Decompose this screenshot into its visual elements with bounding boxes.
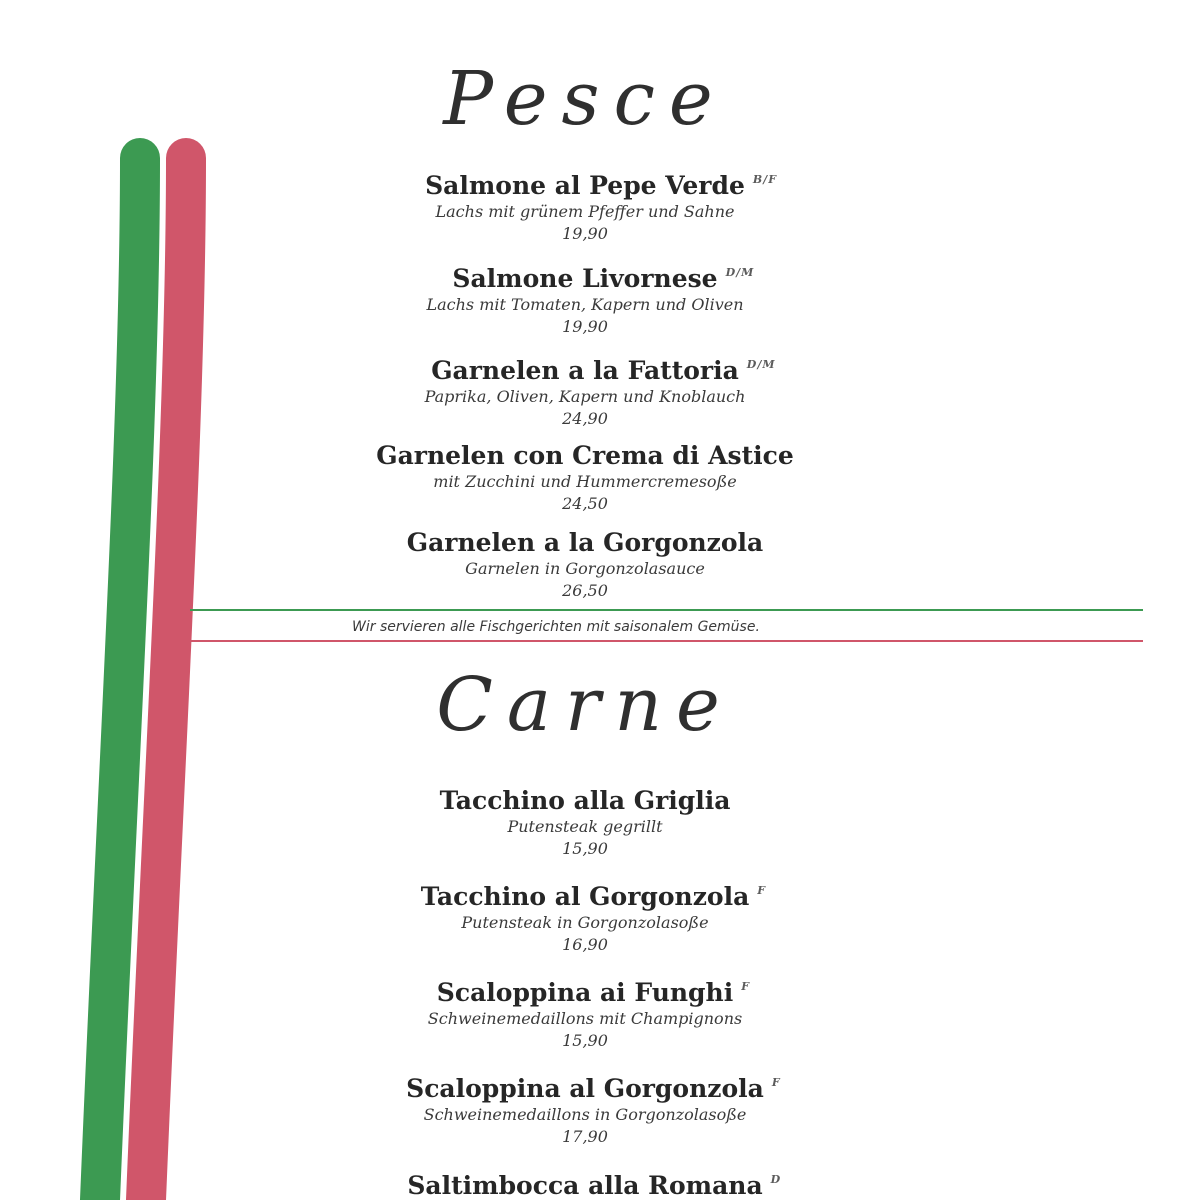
dish-name: Garnelen a la Gorgonzola bbox=[406, 528, 764, 557]
allergen-code: B/F bbox=[752, 173, 777, 186]
fish-side-note: Wir servieren alle Fischgerichten mit saisonalem Gemüse. bbox=[352, 619, 760, 635]
section-title-pesce: Pesce bbox=[443, 56, 727, 142]
dish-description: Lachs mit grünem Pfeffer und Sahne bbox=[435, 202, 735, 221]
dish-name-wrap bbox=[452, 264, 755, 294]
dish-name: Garnelen con Crema di Astice bbox=[376, 441, 794, 470]
dish-name: Salmone al Pepe Verde bbox=[425, 171, 745, 200]
menu-item bbox=[0, 528, 1170, 601]
menu-item bbox=[0, 264, 1170, 337]
menu-item bbox=[0, 786, 1170, 859]
menu-item bbox=[0, 978, 1170, 1051]
allergen-code: F bbox=[757, 884, 767, 897]
dish-description: Schweinemedaillons in Gorgonzolasoße bbox=[423, 1105, 747, 1124]
dish-name: Tacchino alla Griglia bbox=[439, 786, 731, 815]
menu-item bbox=[0, 1074, 1170, 1147]
menu-item bbox=[0, 356, 1170, 429]
divider-green bbox=[190, 609, 1143, 611]
dish-price: 15,90 bbox=[562, 1031, 608, 1050]
dish-price: 15,90 bbox=[562, 839, 608, 858]
allergen-code: D bbox=[770, 1173, 782, 1186]
divider-red bbox=[190, 640, 1143, 642]
allergen-code: D/M bbox=[746, 358, 776, 371]
dish-name-wrap bbox=[425, 171, 777, 201]
dish-name-wrap bbox=[431, 356, 776, 386]
dish-description: Putensteak gegrillt bbox=[507, 817, 663, 836]
dish-name: Salmone Livornese bbox=[452, 264, 718, 293]
allergen-code: F bbox=[771, 1076, 781, 1089]
dish-price: 16,90 bbox=[562, 935, 608, 954]
allergen-code: D/M bbox=[725, 266, 755, 279]
dish-name: Scaloppina al Gorgonzola bbox=[406, 1074, 764, 1103]
section-title-carne: Carne bbox=[436, 662, 734, 748]
dish-name-wrap bbox=[420, 882, 767, 912]
dish-name-wrap bbox=[376, 441, 794, 471]
dish-name-wrap bbox=[406, 1074, 781, 1104]
dish-description: Lachs mit Tomaten, Kapern und Oliven bbox=[426, 295, 744, 314]
dish-name-wrap bbox=[436, 978, 751, 1008]
dish-description: Putensteak in Gorgonzolasoße bbox=[461, 913, 709, 932]
dish-price: 24,90 bbox=[562, 409, 608, 428]
dish-price: 19,90 bbox=[562, 224, 608, 243]
dish-name: Saltimbocca alla Romana bbox=[407, 1171, 763, 1200]
dish-price: 24,50 bbox=[562, 494, 608, 513]
dish-description: mit Zucchini und Hummercremesoße bbox=[433, 472, 737, 491]
dish-name-wrap bbox=[407, 1171, 782, 1201]
menu-item bbox=[0, 171, 1170, 244]
menu-item bbox=[0, 441, 1170, 514]
dish-description: Paprika, Oliven, Kapern und Knoblauch bbox=[424, 387, 746, 406]
dish-name: Scaloppina ai Funghi bbox=[436, 978, 734, 1007]
dish-description: Garnelen in Gorgonzolasauce bbox=[465, 559, 705, 578]
dish-price: 19,90 bbox=[562, 317, 608, 336]
allergen-code: F bbox=[741, 980, 751, 993]
dish-description: Schweinemedaillons mit Champignons bbox=[427, 1009, 743, 1028]
dish-name-wrap bbox=[407, 528, 763, 558]
dish-name: Garnelen a la Fattoria bbox=[431, 356, 739, 385]
dish-price: 26,50 bbox=[562, 581, 608, 600]
dish-price: 17,90 bbox=[562, 1127, 608, 1146]
menu-item bbox=[0, 1171, 1170, 1201]
dish-name: Tacchino al Gorgonzola bbox=[420, 882, 750, 911]
menu-item bbox=[0, 882, 1170, 955]
dish-name-wrap bbox=[440, 786, 731, 816]
